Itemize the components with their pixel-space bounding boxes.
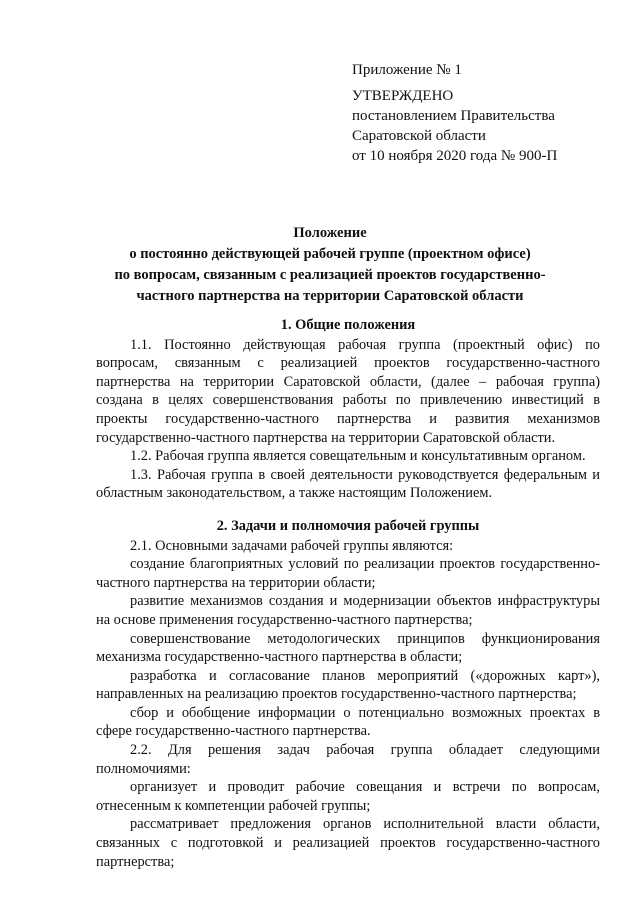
paragraph-2-2: 2.2. Для решения задач рабочая группа обладает следующими полномочиями: (96, 742, 600, 777)
document-title (60, 223, 600, 307)
authority-item: рассматривает предложения органов исполнительной власти области, связанных с подготовкой и реализацией проектов государственно-частного партнерства; (96, 816, 600, 870)
title-line-4: частного партнерства на территории Саратовской области (136, 288, 524, 304)
title-line-2: о постоянно действующей рабочей группе (проектном офисе) (129, 246, 531, 262)
approved-label: УТВЕРЖДЕНО (352, 88, 454, 104)
authority-item: организует и проводит рабочие совещания и встречи по вопросам, отнесенным к компетенции рабочей группы; (96, 779, 600, 814)
section-1-heading: 1. Общие положения (280, 317, 416, 333)
annex-number: Приложение № 1 (352, 62, 462, 78)
paragraph-2-1: 2.1. Основными задачами рабочей группы являются: (130, 537, 454, 554)
task-item: развитие механизмов создания и модернизации объектов инфраструктуры на основе применения государственно-частного партнерства; (96, 593, 600, 628)
approval-stamp-block (352, 60, 622, 166)
paragraph-1-3: 1.3. Рабочая группа в своей деятельности руководствуется федеральным и областным законодательством, а также настоящим Положением. (96, 466, 600, 502)
approval-decree: постановлением Правительства (352, 108, 555, 124)
title-line-1: Положение (293, 225, 367, 241)
task-item: разработка и согласование планов мероприятий («дорожных карт»), направленных на реализацию проектов государственно-частного партнерства; (96, 667, 600, 703)
title-line-3: по вопросам, связанным с реализацией проектов государственно- (114, 267, 546, 283)
paragraph-1-1: 1.1. Постоянно действующая рабочая группа (проектный офис) по вопросам, связанным с реализацией проектов государственно-частного партнерства на территории Саратовской области, (далее – рабочая группа) создана в целях совершенствования работы по привлечению инвестиций в проекты государственно-частного партнерства и развития механизмов государственно-частного партнерства на территории Саратовской области. (96, 336, 600, 446)
task-item: создание благоприятных условий по реализации проектов государственно-частного партнерства на территории области; (96, 556, 600, 591)
task-item: совершенствование методологических принципов функционирования механизма государственно-частного партнерства в области; (96, 630, 600, 666)
approval-date-number: от 10 ноября 2020 года № 900-П (352, 148, 558, 164)
paragraph-1-2: 1.2. Рабочая группа является совещательным и консультативным органом. (130, 448, 586, 465)
document-body (96, 316, 600, 871)
task-item: сбор и обобщение информации о потенциально возможных проектах в сфере государственно-частного партнерства. (96, 704, 600, 740)
section-2-heading: 2. Задачи и полномочия рабочей группы (216, 517, 480, 534)
approval-region: Саратовской области (352, 128, 486, 144)
